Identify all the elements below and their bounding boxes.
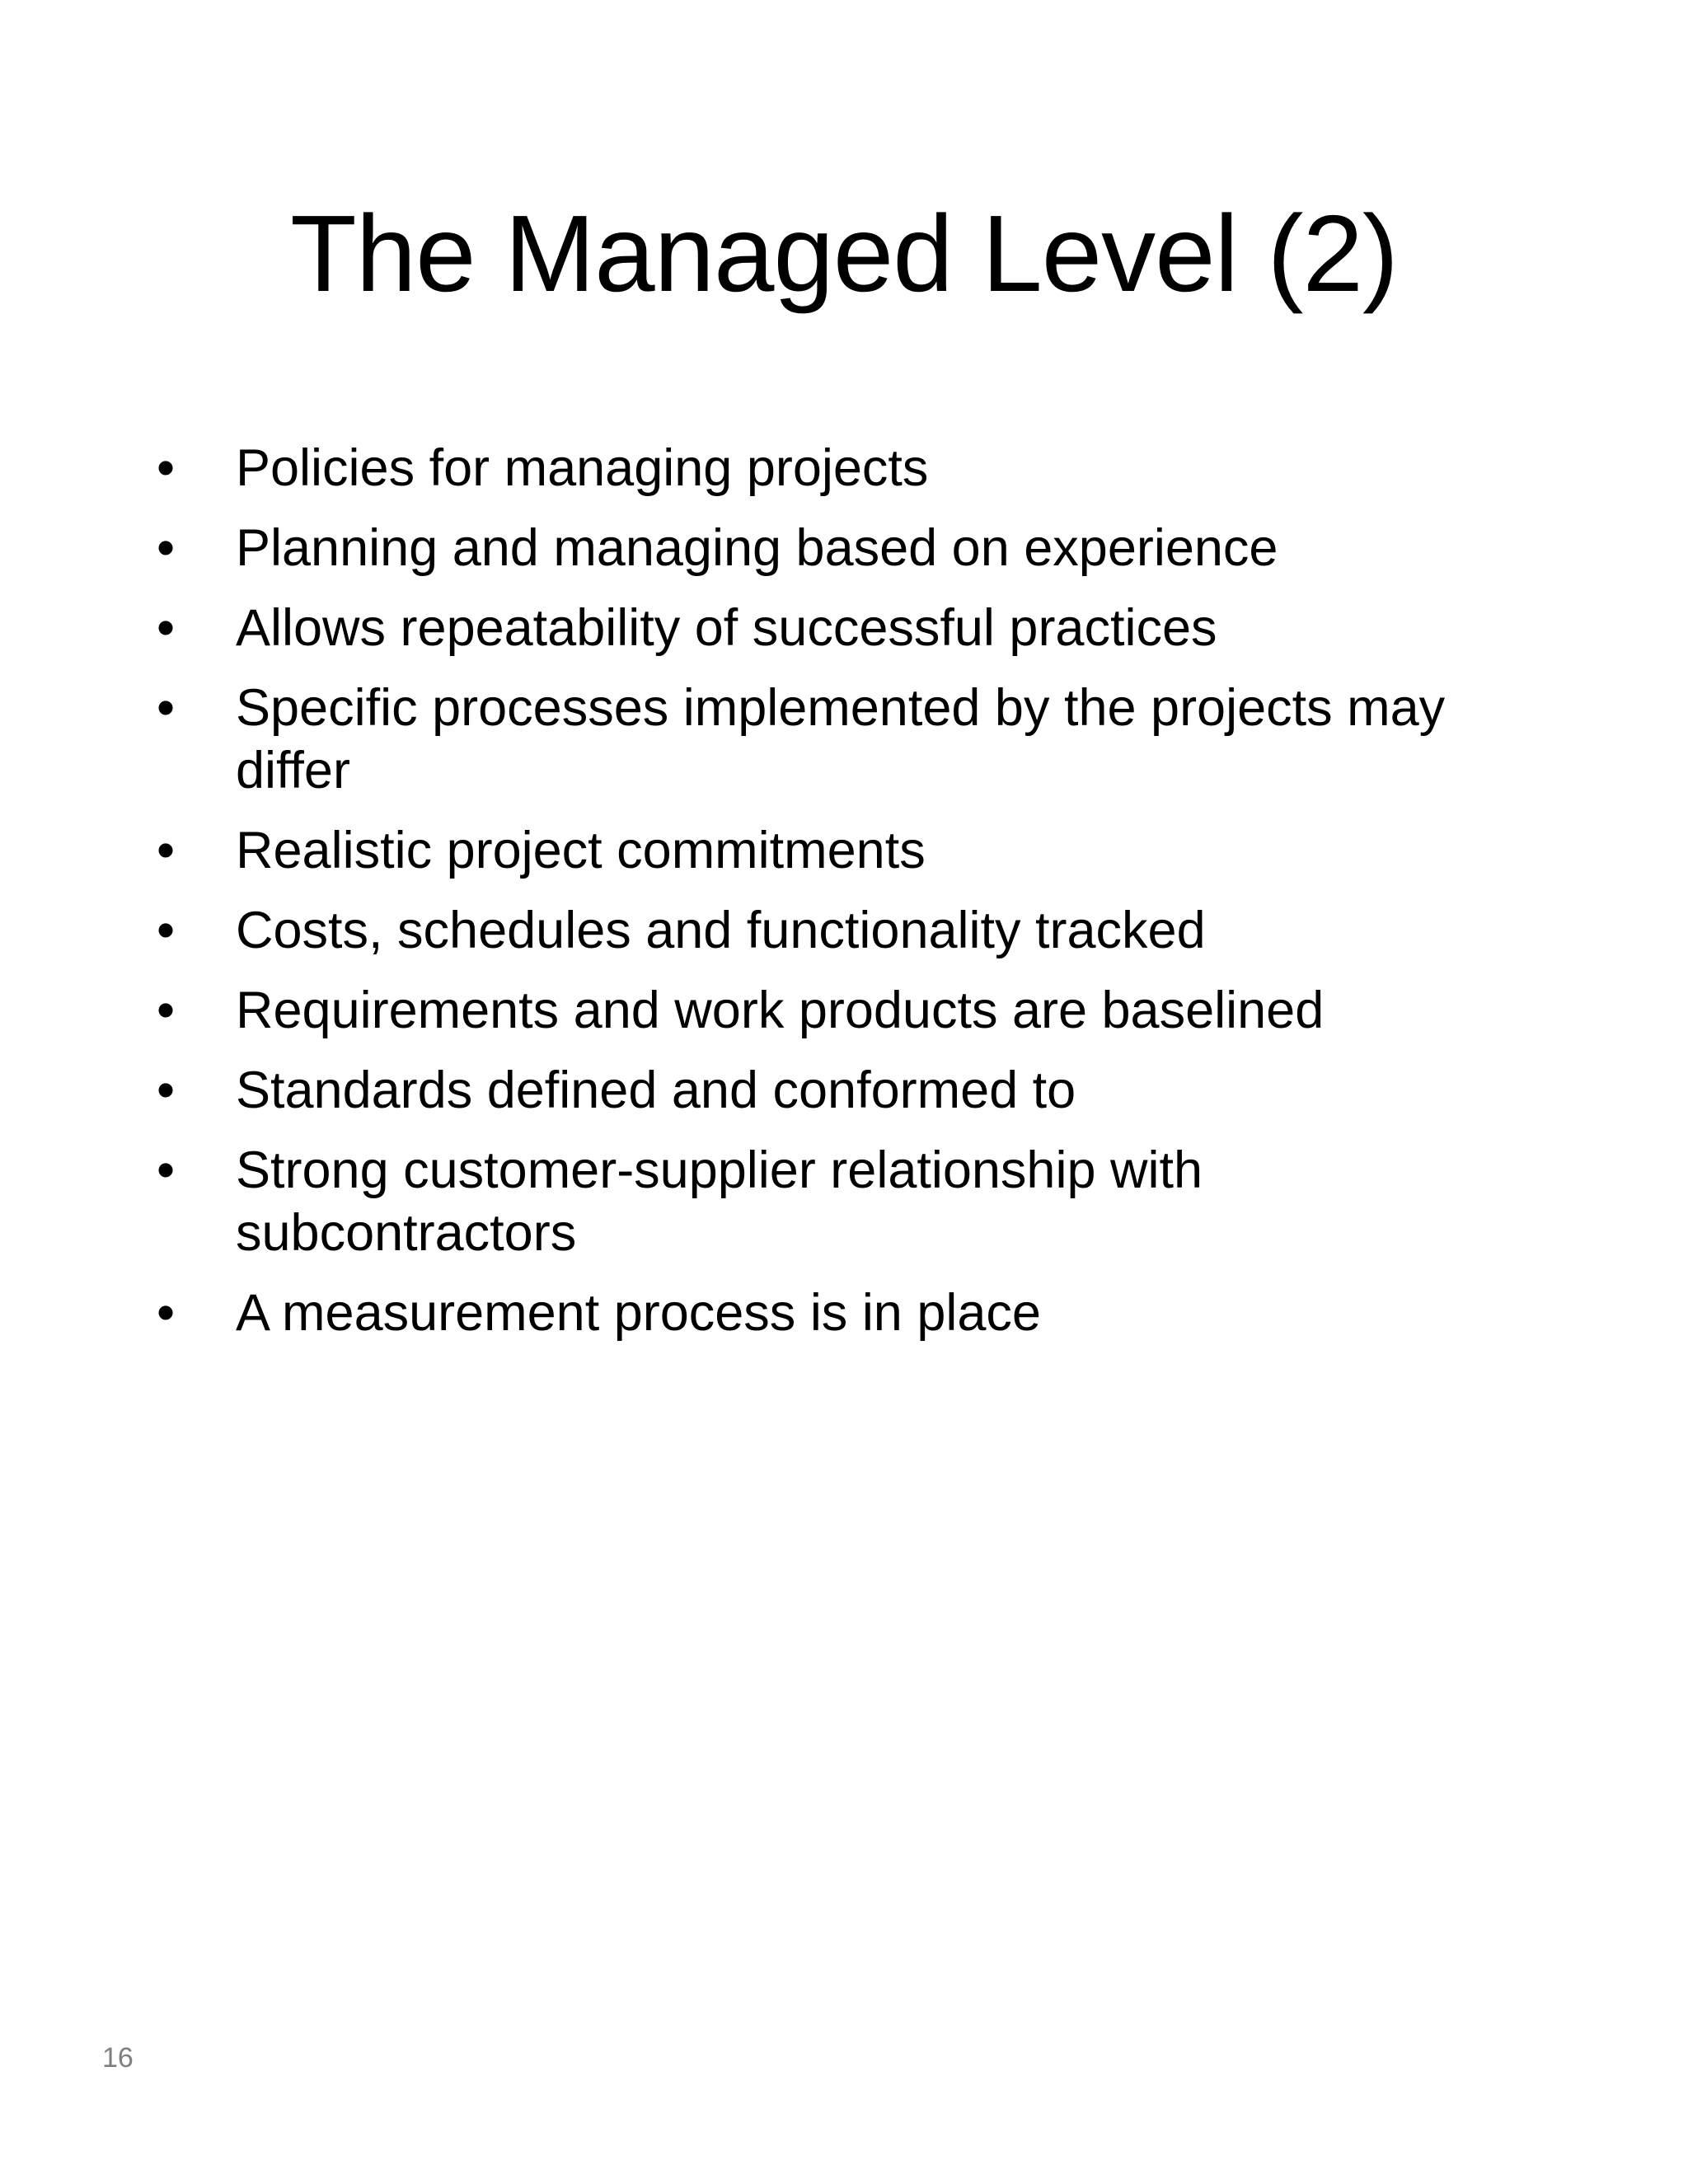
page-number: 16: [102, 2042, 134, 2074]
bullet-text: A measurement process is in place: [236, 1284, 1041, 1342]
bullet-item: [157, 517, 1459, 579]
bullet-text: Allows repeatability of successful practices: [236, 599, 1217, 657]
bullet-item: [157, 677, 1459, 802]
bullet-item: [157, 1059, 1459, 1122]
bullet-text: Planning and managing based on experience: [236, 519, 1278, 577]
bullet-list: [157, 437, 1459, 1361]
bullet-icon: •: [157, 599, 176, 657]
bullet-text: Strong customer-supplier relationship with subcontractors: [236, 1141, 1203, 1262]
bullet-icon: •: [157, 822, 176, 879]
bullet-text: Requirements and work products are baselined: [236, 982, 1325, 1039]
bullet-icon: •: [157, 1284, 176, 1342]
bullet-text: Costs, schedules and functionality tracked: [236, 902, 1206, 959]
slide-title: The Managed Level (2): [290, 193, 1398, 314]
bullet-icon: •: [157, 982, 176, 1039]
bullet-item: [157, 597, 1459, 659]
bullet-text: Specific processes implemented by the projects may differ: [236, 679, 1446, 799]
bullet-icon: •: [157, 1062, 176, 1119]
bullet-item: [157, 979, 1459, 1042]
bullet-item: [157, 1282, 1459, 1344]
bullet-icon: •: [157, 519, 176, 577]
bullet-icon: •: [157, 902, 176, 959]
bullet-text: Standards defined and conformed to: [236, 1062, 1076, 1119]
bullet-text: Policies for managing projects: [236, 439, 929, 497]
bullet-item: [157, 819, 1459, 882]
bullet-icon: •: [157, 679, 176, 737]
bullet-item: [157, 1139, 1459, 1264]
bullet-item: [157, 899, 1459, 962]
bullet-icon: •: [157, 439, 176, 497]
bullet-item: [157, 437, 1459, 499]
bullet-icon: •: [157, 1141, 176, 1199]
bullet-text: Realistic project commitments: [236, 822, 926, 879]
